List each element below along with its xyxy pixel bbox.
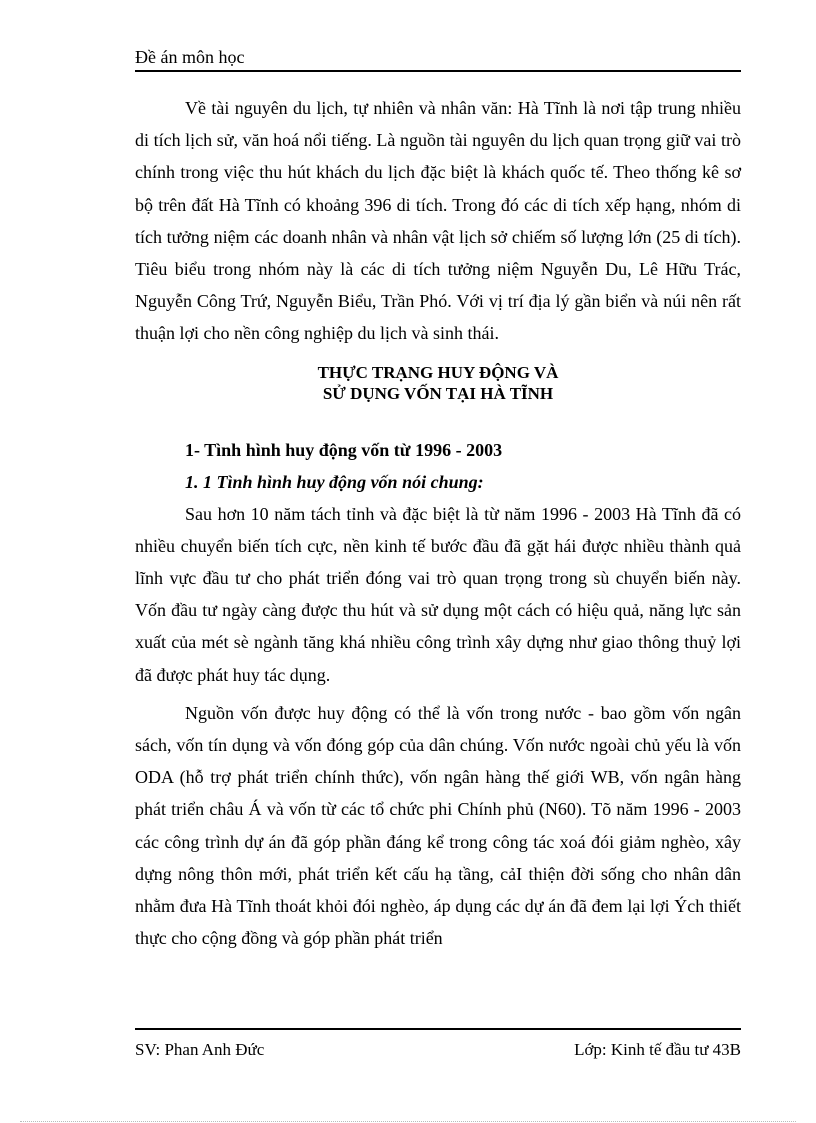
paragraph-3: Nguồn vốn được huy động có thể là vốn trong nước - bao gồm vốn ngân sách, vốn tín dụng và vốn đóng góp của dân chúng. Vốn nước ngoài chủ yếu là vốn ODA (hỗ trợ phát triển chính thức), vốn ngân hàng thế giới WB, vốn ngân hàng phát triển châu Á và vốn từ các tổ chức phi Chính phủ (N60). Tõ năm 1996 - 2003 các công trình dự án đã góp phần đáng kể trong công tác xoá đói giảm nghèo, xây dựng nông thôn mới, phát triển kết cấu hạ tầng, cảI thiện đời sống cho nhân dân nhằm đưa Hà Tĩnh thoát khỏi đói nghèo, áp dụng các dự án đã đem lại lợi Ých thiết thực cho cộng đồng và góp phần phát triển: [135, 702, 741, 949]
heading-1: 1- Tình hình huy động vốn từ 1996 - 2003: [185, 439, 503, 460]
paragraph-2: Sau hơn 10 năm tách tỉnh và đặc biệt là từ năm 1996 - 2003 Hà Tĩnh đã có nhiều chuyển biến tích cực, nền kinh tế bước đầu đã gặt hái được nhiều thành quả lĩnh vực đầu tư cho phát triển đóng vai trò quan trọng trong sù chuyển biến này. Vốn đầu tư ngày càng được thu hút và sử dụng một cách có hiệu quả, năng lực sản xuất của mét sè ngành tăng khá nhiều công trình xây dựng như giao thông thuỷ lợi đã được phát huy tác dụng.: [135, 503, 741, 685]
page-header: [135, 46, 741, 72]
section-title-line2: SỬ DỤNG VỐN TẠI HÀ TĨNH: [322, 383, 554, 403]
page-bottom-divider: [20, 1121, 796, 1122]
document-body: [135, 92, 741, 954]
section-title-line1: THỰC TRẠNG HUY ĐỘNG VÀ: [317, 362, 559, 382]
page-footer: [135, 1028, 741, 1060]
heading-1-1: 1. 1 Tình hình huy động vốn nói chung:: [185, 471, 484, 492]
section-title: [135, 362, 741, 404]
footer-student: SV: Phan Anh Đức: [135, 1040, 265, 1059]
intro-paragraph: Về tài nguyên du lịch, tự nhiên và nhân văn: Hà Tĩnh là nơi tập trung nhiều di tích lịch sử, văn hoá nổi tiếng. Là nguồn tài nguyên du lịch quan trọng giữ vai trò chính trong việc thu hút khách du lịch đặc biệt là khách quốc tế. Theo thống kê sơ bộ trên đất Hà Tĩnh có khoảng 396 di tích. Trong đó các di tích xếp hạng, nhóm di tích tưởng niệm các doanh nhân và nhân vật lịch sở chiếm số lượng lớn (25 di tích). Tiêu biểu trong nhóm này là các di tích tưởng niệm Nguyễn Du, Lê Hữu Trác, Nguyễn Công Trứ, Nguyễn Biểu, Trần Phó. Với vị trí địa lý gần biển và núi nên rất thuận lợi cho nền công nghiệp du lịch và sinh thái.: [135, 98, 741, 344]
footer-class: Lớp: Kinh tế đầu tư 43B: [574, 1040, 741, 1059]
header-title: Đề án môn học: [135, 47, 245, 67]
